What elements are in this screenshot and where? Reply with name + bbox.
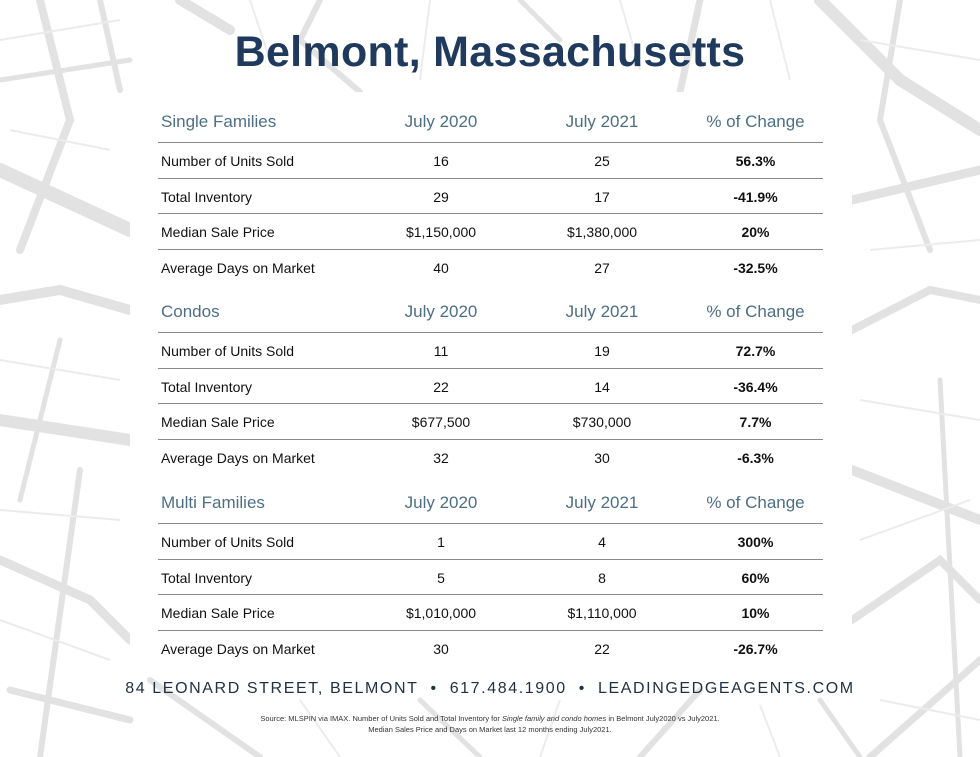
multi-families-section [158,479,823,665]
section-header [158,479,823,523]
percent-change: 60% [741,569,770,586]
percent-change: 20% [741,224,770,240]
source-text: in Belmont July2020 vs July2021. [606,714,720,723]
column-header-july-2021: July 2021 [565,112,639,131]
percent-change: 300% [737,534,774,550]
value-july-2020: 22 [433,378,449,395]
table-row [158,630,823,666]
percent-change: -36.4% [733,378,778,395]
table-row [158,332,823,368]
value-july-2021: 30 [594,449,610,466]
percent-change: -41.9% [733,188,778,205]
source-note [0,713,980,735]
row-label: Total Inventory [161,188,253,205]
condos-section [158,288,823,474]
table-row [158,142,823,178]
section-name: Multi Families [161,493,265,512]
value-july-2020: 40 [433,259,449,276]
percent-change: 10% [741,605,770,621]
value-july-2021: 4 [598,534,606,550]
row-label: Number of Units Sold [161,534,295,550]
page-title: Belmont, Massachusetts [234,28,746,76]
percent-change: -32.5% [733,259,778,276]
value-july-2021: 22 [594,640,610,657]
table-row [158,594,823,630]
column-header-july-2021: July 2021 [565,493,639,512]
row-label: Total Inventory [161,378,253,395]
value-july-2021: 25 [594,153,610,169]
row-label: Median Sale Price [161,224,275,240]
percent-change: 56.3% [735,153,776,169]
percent-change: -6.3% [737,449,774,466]
row-label: Total Inventory [161,569,253,586]
source-text: Source: MLSPIN via IMAX. Number of Units Sold and Total Inventory for [260,714,502,723]
value-july-2020: $1,010,000 [405,605,477,621]
value-july-2020: 32 [433,449,449,466]
percent-change: -26.7% [733,640,778,657]
value-july-2020: 11 [433,343,449,359]
value-july-2021: 17 [594,188,610,205]
source-italic-text: Single family and condo homes [502,714,607,723]
source-line-2: Median Sales Price and Days on Market last 12 months ending July2021. [368,725,612,734]
row-label: Average Days on Market [161,449,315,466]
table-row [158,403,823,439]
row-label: Number of Units Sold [161,153,295,169]
footer-separator: • [430,680,438,697]
single-families-section [158,98,823,284]
row-label: Number of Units Sold [161,343,295,359]
footer-separator: • [578,680,586,697]
column-header-change: % of Change [706,112,805,131]
section-name: Condos [161,302,220,321]
column-header-july-2020: July 2020 [404,493,478,512]
row-label: Median Sale Price [161,414,275,430]
column-header-july-2020: July 2020 [404,302,478,321]
table-row [158,523,823,559]
column-header-july-2021: July 2021 [565,302,639,321]
value-july-2020: $677,500 [411,414,471,430]
footer-address: 84 LEONARD STREET, BELMONT [125,680,419,697]
table-row [158,178,823,214]
row-label: Average Days on Market [161,259,315,276]
row-label: Average Days on Market [161,640,315,657]
column-header-change: % of Change [706,302,805,321]
footer-phone: 617.484.1900 [449,680,567,697]
section-header [158,288,823,332]
table-row [158,439,823,475]
table-row [158,249,823,285]
table-row [158,213,823,249]
column-header-change: % of Change [706,493,805,512]
table-row [158,559,823,595]
contact-footer [0,680,980,698]
value-july-2020: 30 [433,640,449,657]
row-label: Median Sale Price [161,605,275,621]
value-july-2020: 5 [437,569,445,586]
percent-change: 72.7% [735,343,776,359]
value-july-2021: 27 [594,259,610,276]
value-july-2020: $1,150,000 [405,224,477,240]
value-july-2021: $1,110,000 [567,605,637,621]
value-july-2020: 16 [433,153,449,169]
value-july-2021: 14 [594,378,610,395]
value-july-2021: $1,380,000 [566,224,638,240]
table-row [158,368,823,404]
column-header-july-2020: July 2020 [404,112,478,131]
value-july-2021: $730,000 [572,414,632,430]
footer-website: LEADINGEDGEAGENTS.COM [597,680,855,697]
value-july-2021: 19 [594,343,610,359]
percent-change: 7.7% [739,414,772,430]
section-header [158,98,823,142]
section-name: Single Families [161,112,277,131]
value-july-2020: 1 [437,534,445,550]
value-july-2020: 29 [433,188,449,205]
source-line-1 [0,713,980,724]
value-july-2021: 8 [598,569,606,586]
